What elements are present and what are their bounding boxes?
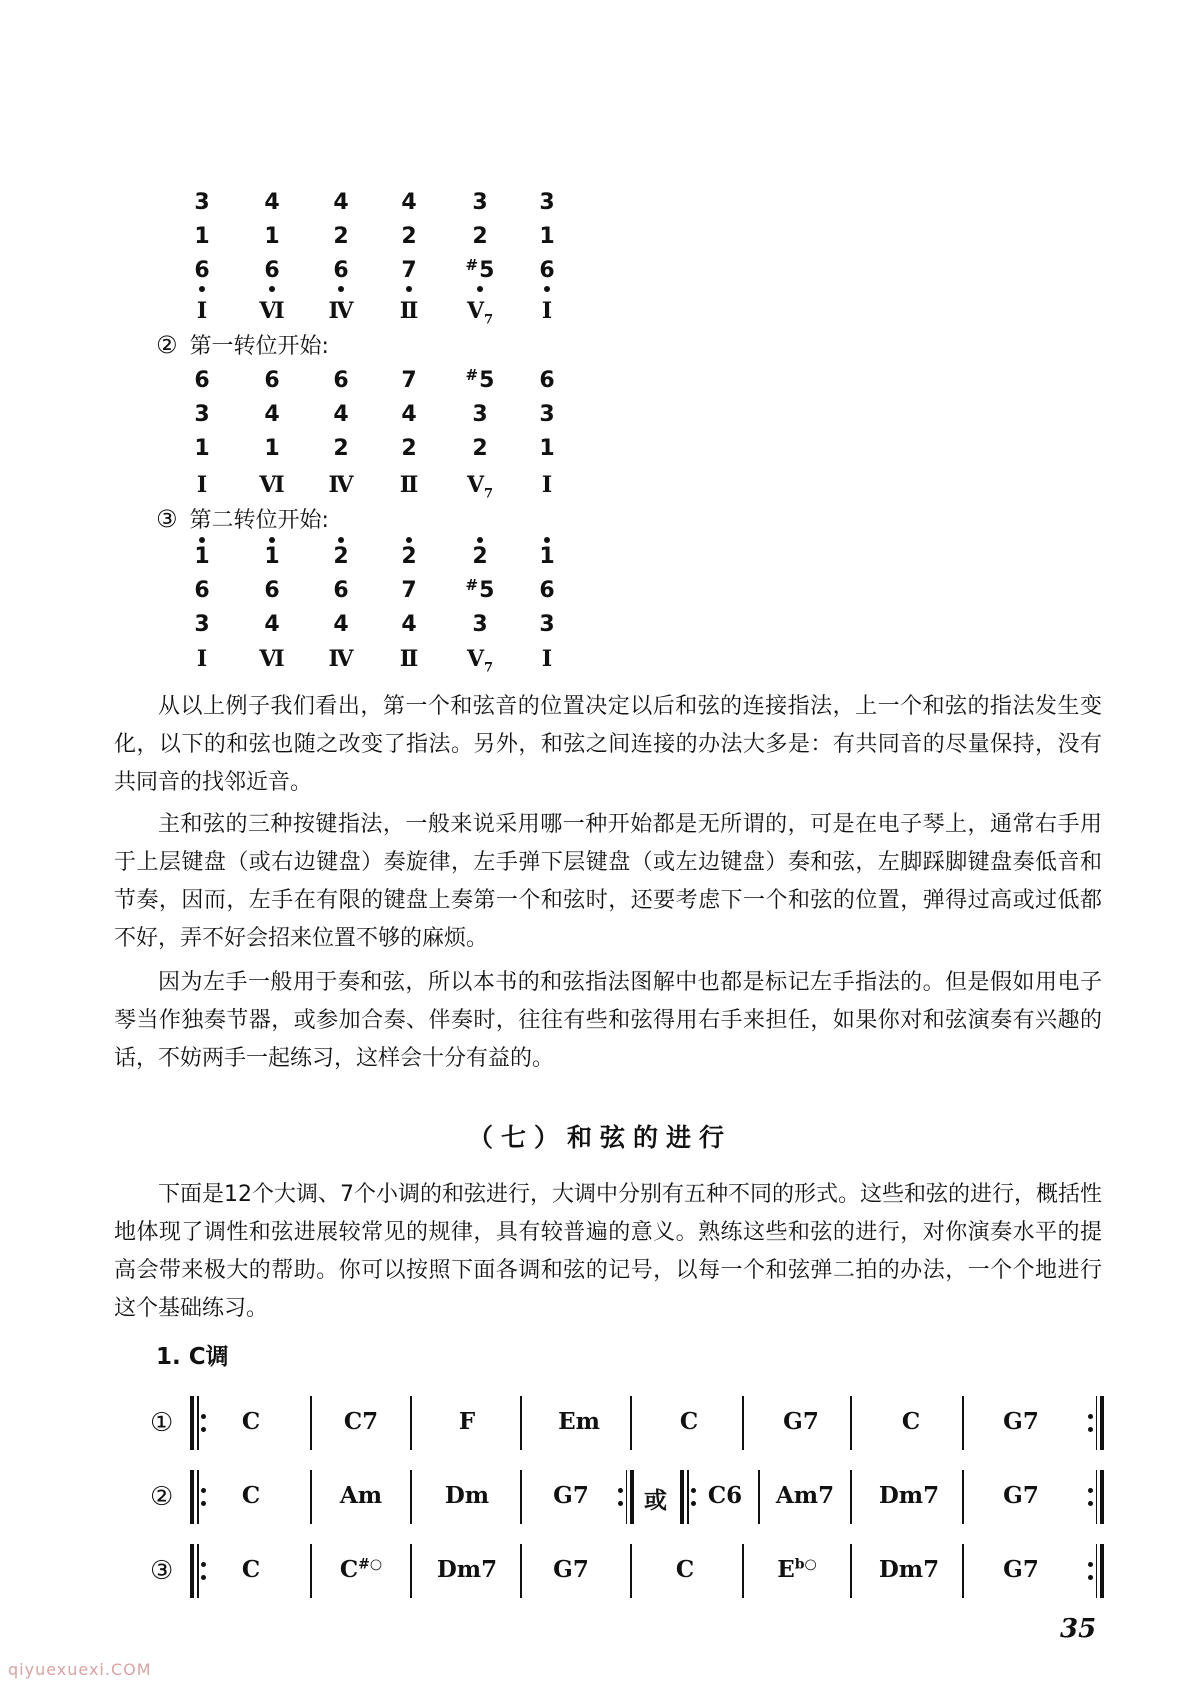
note: 1: [194, 224, 210, 249]
note: 6: [333, 578, 349, 603]
barline: [962, 1544, 964, 1598]
note: 4: [401, 612, 417, 637]
progression-row: [150, 1396, 1110, 1456]
note: 2: [472, 224, 488, 249]
note: 6: [539, 578, 555, 603]
note: 1: [264, 436, 280, 461]
repeat-start-sign: [190, 1470, 206, 1524]
note: 2: [472, 436, 488, 461]
note: 7: [401, 578, 417, 603]
row-number: ①: [150, 1408, 174, 1438]
chord-symbol: C6: [707, 1482, 743, 1509]
section-title: （七）和弦的进行: [467, 1123, 732, 1152]
roman-numeral: Ⅱ: [399, 298, 419, 324]
subheading-first-inversion: ② 第一转位开始:: [156, 331, 329, 359]
roman-numeral: Ⅱ: [399, 472, 419, 498]
chord-symbol: C: [241, 1408, 261, 1435]
note: 3: [472, 402, 488, 427]
roman-numeral: I: [541, 298, 553, 324]
row-number: ②: [150, 1482, 174, 1512]
roman-numeral: Ⅱ: [399, 646, 419, 672]
note: 3: [472, 190, 488, 215]
note: 4: [264, 612, 280, 637]
note: 6: [333, 368, 349, 393]
chord-symbol: Dm7: [436, 1556, 498, 1583]
note: 1: [539, 224, 555, 249]
barline: [410, 1396, 412, 1450]
chord-symbol: C: [241, 1482, 261, 1509]
note: 2: [401, 436, 417, 461]
chord-symbol: C: [675, 1556, 695, 1583]
note-low: 6: [182, 256, 222, 286]
note: 2: [333, 224, 349, 249]
repeat-end-sign: [1088, 1470, 1104, 1524]
subheading-second-inversion: ③ 第二转位开始:: [156, 505, 329, 533]
note: 4: [401, 402, 417, 427]
page-number: 35: [1060, 1614, 1097, 1644]
roman-numeral: Ⅵ: [259, 472, 285, 498]
barline: [520, 1470, 522, 1524]
table-row: [0, 256, 1200, 296]
repeat-start-sign: [190, 1544, 206, 1598]
repeat-start-sign: [190, 1396, 206, 1450]
repeat-end-sign: [1088, 1396, 1104, 1450]
barline: [520, 1544, 522, 1598]
note-high: 1: [252, 542, 292, 572]
barline: [850, 1396, 852, 1450]
roman-numeral: Ⅳ: [328, 298, 354, 324]
note: 2: [401, 224, 417, 249]
table-row: [0, 434, 1200, 474]
note-high: 1: [527, 542, 567, 572]
paragraph: 因为左手一般用于奏和弦，所以本书的和弦指法图解中也都是标记左手指法的。但是假如用电子琴当作独奏节器，或参加合奏、伴奏时，往往有些和弦得用右手来担任，如果你对和弦演奏有兴趣的话，不妨两手一起练习，这样会十分有益的。: [114, 970, 1102, 1071]
note-sharp: #5: [465, 366, 495, 393]
roman-numeral: Ⅳ: [328, 646, 354, 672]
chord-symbol: C: [679, 1408, 699, 1435]
chord-symbol: G7: [783, 1408, 819, 1435]
roman-numeral: I: [541, 646, 553, 672]
roman-numeral: I: [196, 646, 208, 672]
repeat-end-sign: [618, 1470, 634, 1524]
chord-symbol: Dm: [444, 1482, 490, 1509]
note: 1: [539, 436, 555, 461]
note-low: 6: [321, 256, 361, 286]
roman-row: [0, 644, 1200, 684]
chord-symbol: G7: [1003, 1408, 1039, 1435]
note-low: 7: [389, 256, 429, 286]
row-number: ③: [150, 1556, 174, 1586]
note-high: 2: [460, 542, 500, 572]
barline: [310, 1470, 312, 1524]
chord-symbol: G7: [1003, 1556, 1039, 1583]
barline: [758, 1470, 760, 1524]
progression-row: [150, 1544, 1110, 1604]
note: 4: [333, 612, 349, 637]
key-heading: 1. C调: [156, 1344, 229, 1370]
chord-symbol: Dm7: [878, 1556, 940, 1583]
note-high: 1: [182, 542, 222, 572]
note-sharp: #5: [465, 576, 495, 603]
barline: [742, 1544, 744, 1598]
note: 3: [539, 190, 555, 215]
note: 3: [194, 612, 210, 637]
note: 3: [194, 402, 210, 427]
note: 6: [539, 368, 555, 393]
note: 4: [333, 402, 349, 427]
or-label: 或: [644, 1488, 667, 1514]
paragraph: 从以上例子我们看出，第一个和弦音的位置决定以后和弦的连接指法，上一个和弦的指法发生变化，以下的和弦也随之改变了指法。另外，和弦之间连接的办法大多是：有共同音的尽量保持，没有共同音的找邻近音。: [114, 694, 1102, 795]
note: 2: [333, 436, 349, 461]
note: 6: [264, 368, 280, 393]
note: 7: [401, 368, 417, 393]
roman-numeral: $V_7$: [466, 298, 494, 328]
note: 3: [539, 402, 555, 427]
roman-numeral: I: [541, 472, 553, 498]
note: 4: [264, 402, 280, 427]
note: 1: [194, 436, 210, 461]
repeat-end-sign: [1088, 1544, 1104, 1598]
note: 4: [401, 190, 417, 215]
note-high: 2: [321, 542, 361, 572]
roman-numeral: I: [196, 472, 208, 498]
note-low-sharp: #5: [460, 256, 500, 287]
barline: [962, 1470, 964, 1524]
chord-symbol: Em: [558, 1408, 600, 1435]
roman-numeral: Ⅵ: [259, 298, 285, 324]
note: 3: [472, 612, 488, 637]
paragraph: 主和弦的三种按键指法，一般来说采用哪一种开始都是无所谓的，可是在电子琴上，通常右手用于上层键盘（或右边键盘）奏旋律，左手弹下层键盘（或左边键盘）奏和弦，左脚踩脚键盘奏低音和节奏，因而，左手在有限的键盘上奏第一个和弦时，还要考虑下一个和弦的位置，弹得过高或过低都不好，弄不好会招来位置不够的麻烦。: [114, 812, 1102, 951]
note: 4: [264, 190, 280, 215]
sharp-sign: #: [465, 256, 479, 274]
barline: [310, 1544, 312, 1598]
chord-symbol: $E^{b○}$: [777, 1556, 817, 1583]
chord-symbol: G7: [1003, 1482, 1039, 1509]
note: 6: [194, 578, 210, 603]
chord-symbol: C#○: [339, 1556, 383, 1583]
chord-symbol: C: [901, 1408, 921, 1435]
paragraph: 下面是12个大调、7个小调的和弦进行，大调中分别有五种不同的形式。这些和弦的进行，概括性地体现了调性和弦进展较常见的规律，具有较普遍的意义。熟练这些和弦的进行，对你演奏水平的提高会带来极大的帮助。你可以按照下面各调和弦的记号，以每一个和弦弹二拍的办法，一个个地进行这个基础练习。: [114, 1182, 1102, 1321]
note: 4: [333, 190, 349, 215]
barline: [630, 1544, 632, 1598]
barline: [410, 1470, 412, 1524]
chord-symbol: Dm7: [878, 1482, 940, 1509]
note: 3: [194, 190, 210, 215]
note-low: 6: [527, 256, 567, 286]
barline: [742, 1396, 744, 1450]
barline: [410, 1544, 412, 1598]
note: 6: [194, 368, 210, 393]
note-high: 2: [389, 542, 429, 572]
progression-row: [150, 1470, 1110, 1530]
roman-numeral: I: [196, 298, 208, 324]
chord-symbol: Am: [339, 1482, 383, 1509]
barline: [850, 1470, 852, 1524]
watermark: qiyuexuexi.COM: [8, 1660, 152, 1679]
roman-numeral: Ⅵ: [259, 646, 285, 672]
chord-symbol: C7: [343, 1408, 379, 1435]
chord-symbol: G7: [553, 1482, 589, 1509]
barline: [962, 1396, 964, 1450]
barline: [310, 1396, 312, 1450]
note-low: 6: [252, 256, 292, 286]
note: 3: [539, 612, 555, 637]
roman-numeral: $V_7$: [466, 646, 494, 676]
roman-numeral: Ⅳ: [328, 472, 354, 498]
barline: [520, 1396, 522, 1450]
barline: [850, 1544, 852, 1598]
chord-symbol: G7: [553, 1556, 589, 1583]
roman-numeral: $V_7$: [466, 472, 494, 502]
barline: [630, 1396, 632, 1450]
chord-symbol: Am7: [775, 1482, 835, 1509]
chord-symbol: F: [458, 1408, 476, 1435]
note: 1: [264, 224, 280, 249]
chord-symbol: C: [241, 1556, 261, 1583]
note: 6: [264, 578, 280, 603]
